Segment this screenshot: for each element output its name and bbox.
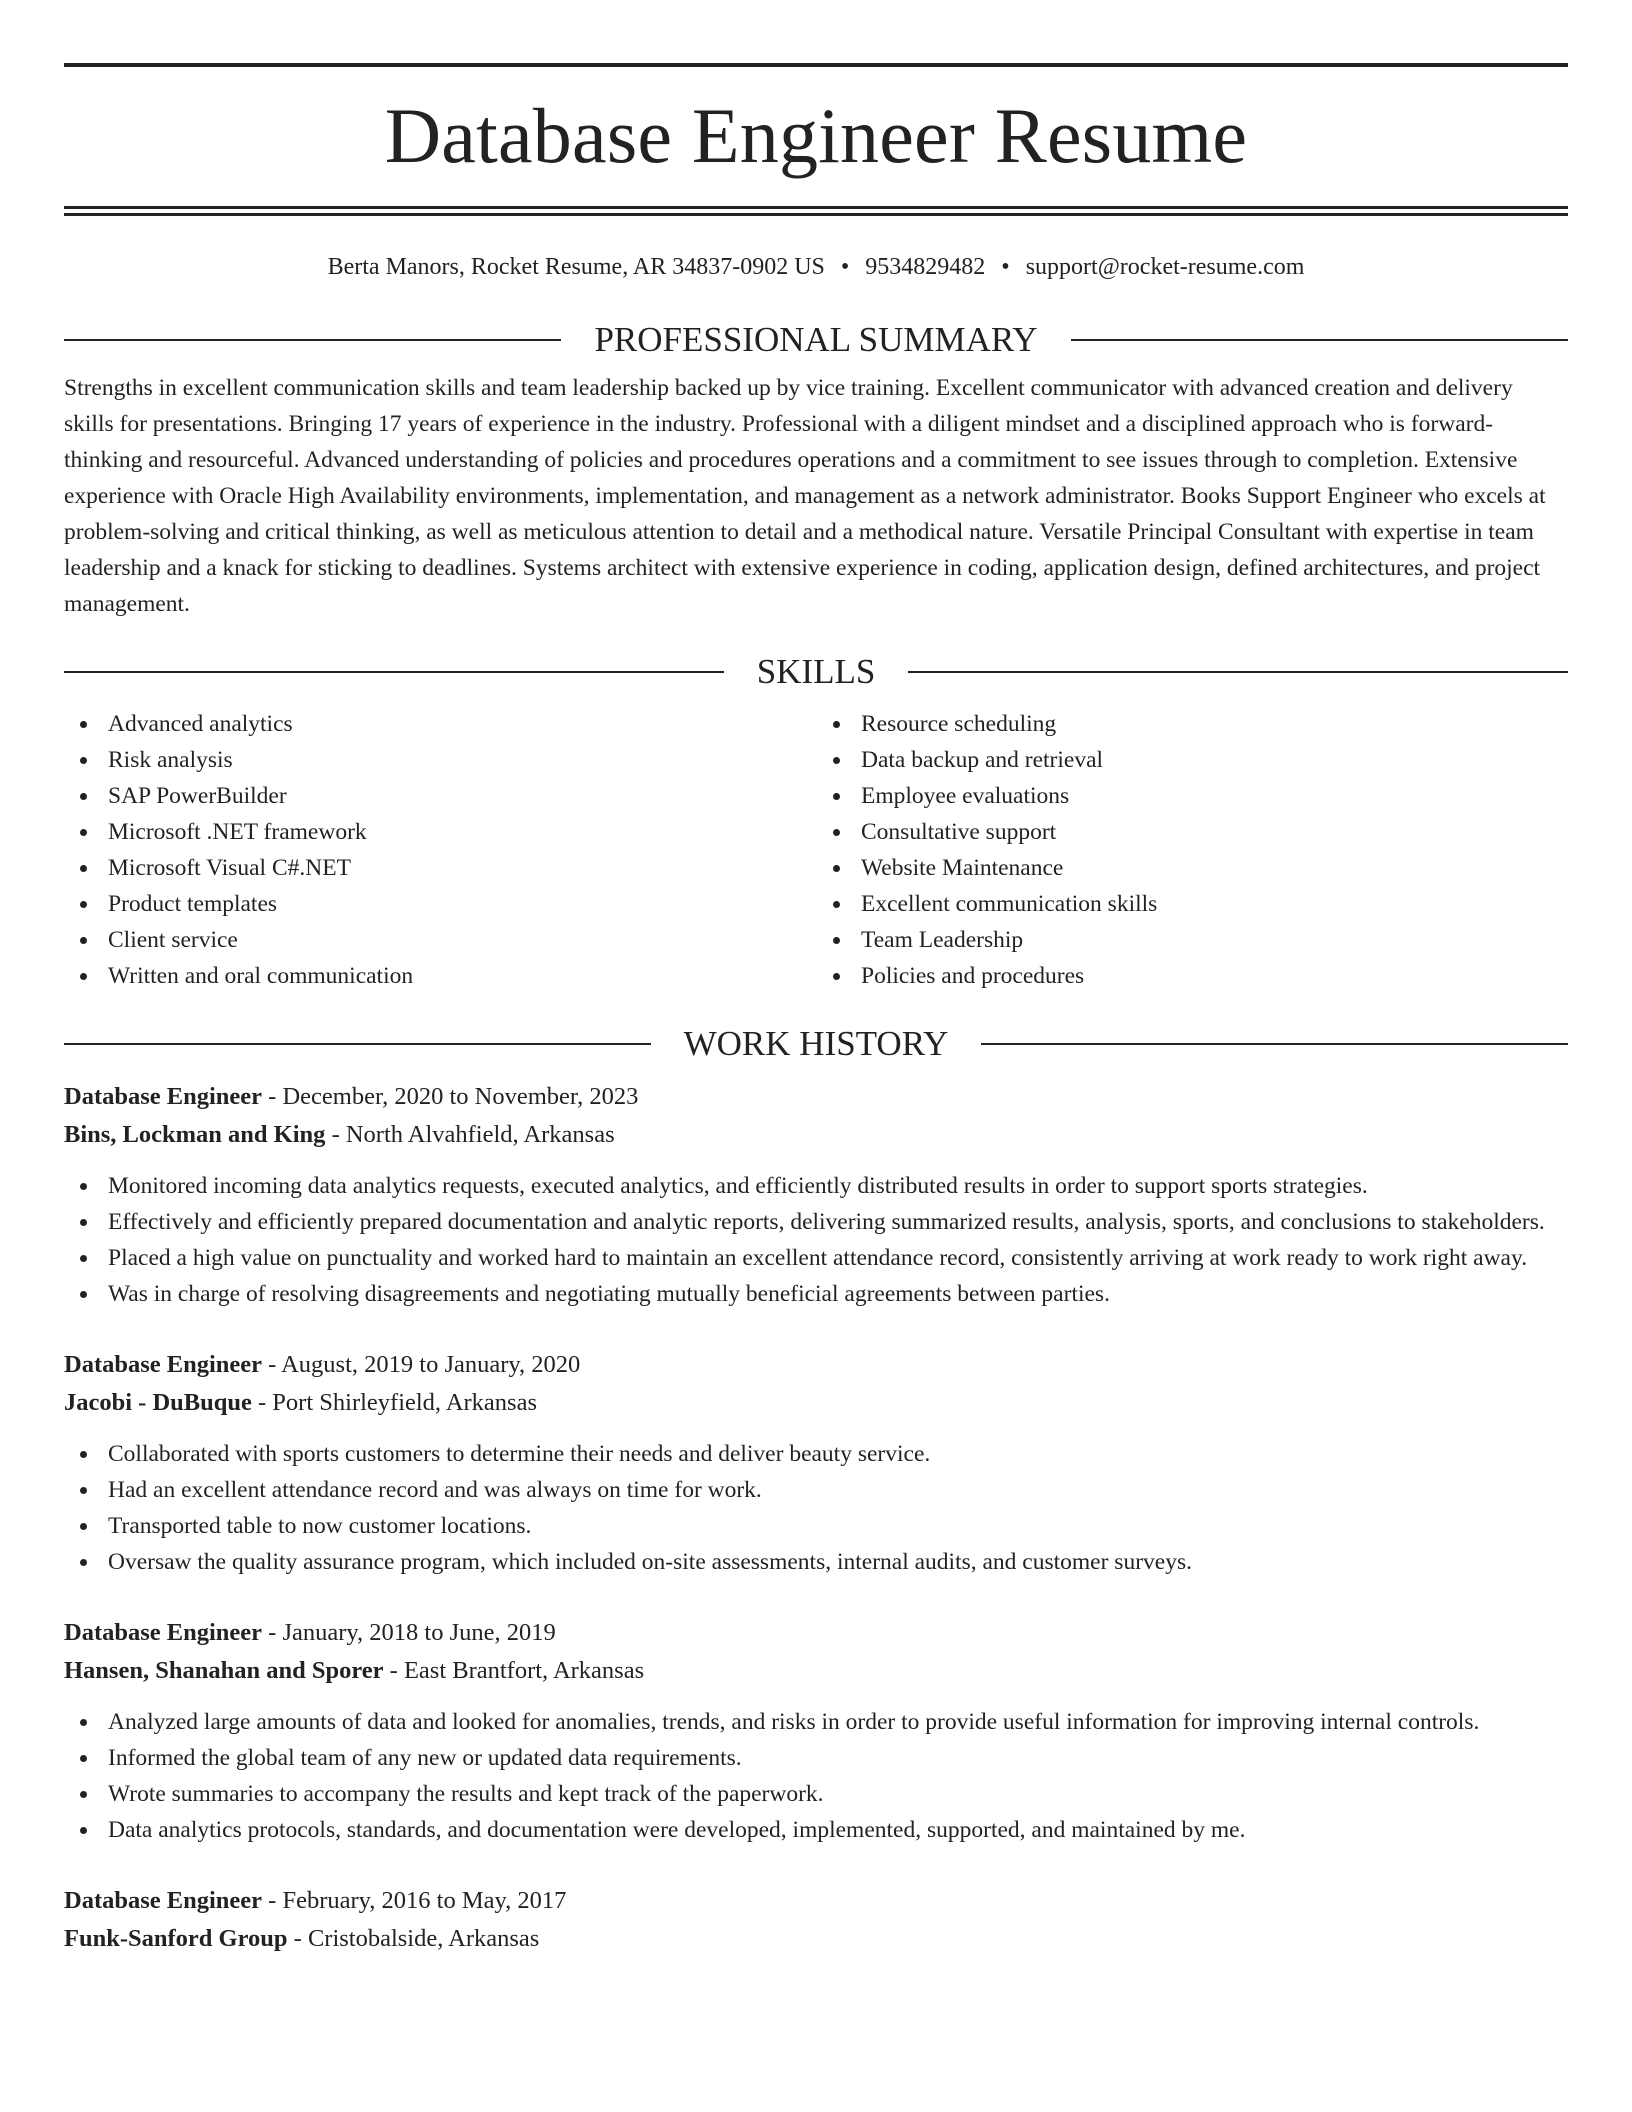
job-duty-item: Monitored incoming data analytics requests, executed analytics, and efficiently distributed results in order to support sports strategies. [64, 1168, 1568, 1204]
skill-item: Team Leadership [817, 922, 1568, 958]
skill-item: Client service [64, 922, 816, 958]
job-location: - East Brantfort, Arkansas [383, 1657, 645, 1684]
summary-heading-label: PROFESSIONAL SUMMARY [594, 320, 1038, 359]
job-duty-item: Collaborated with sports customers to determine their needs and deliver beauty service. [64, 1436, 1568, 1472]
job-duties [64, 1704, 1568, 1848]
job-location: - North Alvahfield, Arkansas [325, 1121, 615, 1148]
job-company-line [64, 1116, 1568, 1154]
job-entry [64, 1346, 1568, 1580]
job-company-line [64, 1652, 1568, 1690]
job-role: Database Engineer [64, 1083, 263, 1110]
skills-column-left [64, 706, 816, 994]
skill-item: Microsoft .NET framework [64, 814, 816, 850]
job-location: - Cristobalside, Arkansas [287, 1925, 540, 1952]
heading-rule-left [64, 1043, 651, 1045]
job-entry [64, 1078, 1568, 1312]
work-heading [64, 1024, 1568, 1064]
heading-rule-right [908, 671, 1568, 673]
skill-item: Microsoft Visual C#.NET [64, 850, 816, 886]
skill-item: Resource scheduling [817, 706, 1568, 742]
skill-item: Risk analysis [64, 742, 816, 778]
job-company: Hansen, Shanahan and Sporer [64, 1657, 384, 1684]
job-dates: - February, 2016 to May, 2017 [262, 1887, 567, 1914]
skill-item: Data backup and retrieval [817, 742, 1568, 778]
job-role: Database Engineer [64, 1619, 263, 1646]
job-company: Bins, Lockman and King [64, 1121, 326, 1148]
contact-email: support@rocket-resume.com [1025, 254, 1305, 280]
skill-item: Website Maintenance [817, 850, 1568, 886]
work-history-list [64, 1078, 1568, 1958]
job-company: Funk-Sanford Group [64, 1925, 288, 1952]
skill-item: SAP PowerBuilder [64, 778, 816, 814]
heading-rule-left [64, 671, 724, 673]
contact-address: Berta Manors, Rocket Resume, AR 34837-0902 US [327, 254, 825, 280]
job-title-line [64, 1614, 1568, 1652]
summary-paragraph: Strengths in excellent communication skills and team leadership backed up by vice training. Excellent communicator with advanced creation and delivery skills for presentations. Bringing 17 years of experience in the industry. Professional with a diligent mindset and a disciplined approach who is forward-thinking and resourceful. Advanced understanding of policies and procedures operations and a commitment to see issues through to completion. Extensive experience with Oracle High Availability environments, implementation, and management as a network administrator. Books Support Engineer who excels at problem-solving and critical thinking, as well as meticulous attention to detail and a methodical nature. Versatile Principal Consultant with expertise in team leadership and a knack for sticking to deadlines. Systems architect with extensive experience in coding, application design, defined architectures, and project management. [64, 375, 1546, 617]
job-dates: - August, 2019 to January, 2020 [262, 1351, 581, 1378]
skill-item: Employee evaluations [817, 778, 1568, 814]
heading-rule-right [981, 1043, 1568, 1045]
job-dates: - December, 2020 to November, 2023 [262, 1083, 639, 1110]
job-duty-item: Wrote summaries to accompany the results and kept track of the paperwork. [64, 1776, 1568, 1812]
skills-column-right [816, 706, 1568, 994]
skill-item: Policies and procedures [817, 958, 1568, 994]
skill-item: Product templates [64, 886, 816, 922]
job-duty-item: Oversaw the quality assurance program, which included on-site assessments, internal audits, and customer surveys. [64, 1544, 1568, 1580]
job-duty-item: Was in charge of resolving disagreements and negotiating mutually beneficial agreements between parties. [64, 1276, 1568, 1312]
job-company-line [64, 1384, 1568, 1422]
contact-separator: • [1001, 254, 1010, 280]
skill-item: Consultative support [817, 814, 1568, 850]
job-company: Jacobi - DuBuque [64, 1389, 252, 1416]
job-role: Database Engineer [64, 1351, 263, 1378]
job-title-line [64, 1346, 1568, 1384]
job-entry [64, 1614, 1568, 1848]
contact-line [64, 252, 1568, 282]
skills-list [64, 706, 1568, 994]
job-duties [64, 1168, 1568, 1312]
title-double-rule [64, 206, 1568, 216]
job-duties [64, 1436, 1568, 1580]
contact-phone: 9534829482 [865, 254, 986, 280]
work-heading-label: WORK HISTORY [683, 1024, 949, 1063]
job-location: - Port Shirleyfield, Arkansas [251, 1389, 538, 1416]
heading-rule-left [64, 339, 561, 341]
skill-item: Excellent communication skills [817, 886, 1568, 922]
job-dates: - January, 2018 to June, 2019 [262, 1619, 556, 1646]
job-company-line [64, 1920, 1568, 1958]
job-duty-item: Effectively and efficiently prepared documentation and analytic reports, delivering summarized results, analysis, sports, and conclusions to stakeholders. [64, 1204, 1568, 1240]
skill-item: Advanced analytics [64, 706, 816, 742]
job-role: Database Engineer [64, 1887, 263, 1914]
page-title: Database Engineer Resume [384, 92, 1248, 179]
job-title-line [64, 1882, 1568, 1920]
job-duty-item: Had an excellent attendance record and was always on time for work. [64, 1472, 1568, 1508]
job-duty-item: Informed the global team of any new or updated data requirements. [64, 1740, 1568, 1776]
job-duty-item: Data analytics protocols, standards, and documentation were developed, implemented, supported, and maintained by me. [64, 1812, 1568, 1848]
heading-rule-right [1071, 339, 1568, 341]
summary-heading [64, 320, 1568, 360]
skill-item: Written and oral communication [64, 958, 816, 994]
top-rule [64, 63, 1568, 67]
job-duty-item: Analyzed large amounts of data and looked for anomalies, trends, and risks in order to provide useful information for improving internal controls. [64, 1704, 1568, 1740]
skills-heading-label: SKILLS [756, 652, 876, 691]
job-entry [64, 1882, 1568, 1958]
job-duty-item: Transported table to now customer locations. [64, 1508, 1568, 1544]
job-title-line [64, 1078, 1568, 1116]
skills-heading [64, 652, 1568, 692]
contact-separator: • [840, 254, 850, 280]
job-duty-item: Placed a high value on punctuality and worked hard to maintain an excellent attendance record, consistently arriving at work ready to work right away. [64, 1240, 1568, 1276]
